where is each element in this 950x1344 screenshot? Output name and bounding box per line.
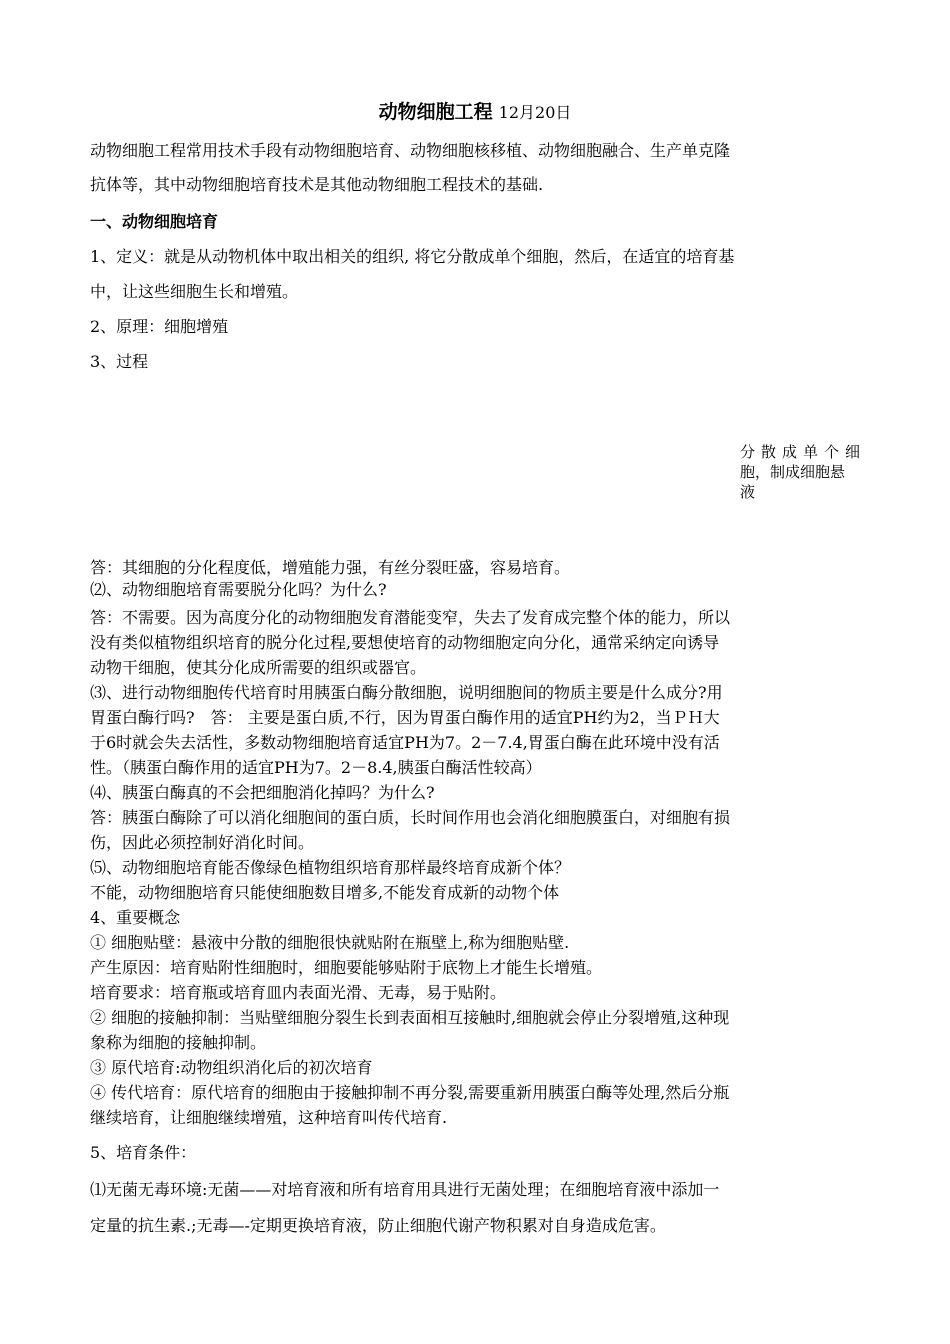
section-heading-cell-culture: 一、动物细胞培育 bbox=[90, 212, 219, 231]
side-note-line-3: 液 bbox=[740, 483, 756, 501]
diagram-side-note bbox=[740, 442, 870, 502]
concept-subculture-line-1: ④ 传代培育：原代培育的细胞由于接触抑制不再分裂,需要重新用胰蛋白酶等处理,然后分瓶 bbox=[90, 1083, 730, 1102]
process-heading-clipped: 3、过程 bbox=[90, 352, 149, 371]
answer-2-line-1: 答：不需要。因为高度分化的动物细胞发育潜能变窄，失去了发育成完整个体的能力，所以 bbox=[90, 608, 731, 627]
question-5: ⑸、动物细胞培育能否像绿色植物组织培育那样最终培育成新个体？ bbox=[90, 858, 571, 877]
conditions-heading: 5、培育条件： bbox=[90, 1143, 197, 1162]
concept-primary-culture: ③ 原代培育:动物组织消化后的初次培育 bbox=[90, 1058, 373, 1077]
answer-5: 不能，动物细胞培育只能使细胞数目增多,不能发育成新的动物个体 bbox=[90, 883, 560, 902]
answer-2-line-2: 没有类似植物组织培育的脱分化过程,要想使培育的动物细胞定向分化，通常采纳定向诱导 bbox=[90, 633, 720, 652]
principle-line: 2、原理：细胞增殖 bbox=[90, 317, 229, 336]
condition-sterile-line-1: ⑴无菌无毒环境:无菌——对培育液和所有培育用具进行无菌处理；在细胞培育液中添加一 bbox=[90, 1180, 720, 1199]
question-2: ⑵、动物细胞培育需要脱分化吗？为什么? bbox=[90, 580, 387, 599]
title-date: 12月20日 bbox=[498, 103, 572, 122]
condition-sterile-line-2: 定量的抗生素.;无毒—-定期更换培育液，防止细胞代谢产物积累对自身造成危害。 bbox=[90, 1216, 666, 1235]
title-text: 动物细胞工程 bbox=[378, 101, 493, 123]
concept-adherence-requirement: 培育要求：培育瓶或培育皿内表面光滑、无毒，易于贴附。 bbox=[90, 983, 507, 1002]
intro-line-2: 抗体等，其中动物细胞培育技术是其他动物细胞工程技术的基础. bbox=[90, 175, 544, 194]
answer-1-text: 答：其细胞的分化程度低，增殖能力强，有丝分裂旺盛，容易培育。 bbox=[90, 558, 571, 577]
concept-contact-inhibition-line-2: 象称为细胞的接触抑制。 bbox=[90, 1033, 267, 1052]
concepts-heading: 4、重要概念 bbox=[90, 908, 181, 927]
question-3-line-4: 性。（胰蛋白酶作用的适宜PH为7。2－8.4,胰蛋白酶活性较高） bbox=[90, 758, 542, 777]
question-3-line-1: ⑶、进行动物细胞传代培育时用胰蛋白酶分散细胞，说明细胞间的物质主要是什么成分?用 bbox=[90, 683, 723, 702]
concept-contact-inhibition-line-1: ② 细胞的接触抑制：当贴壁细胞分裂生长到表面相互接触时,细胞就会停止分裂增殖,这种现 bbox=[90, 1008, 730, 1027]
answer-2-line-3: 动物干细胞，使其分化成所需要的组织或器官。 bbox=[90, 658, 427, 677]
concept-adherence-reason: 产生原因：培育贴附性细胞时，细胞要能够贴附于底物上才能生长增殖。 bbox=[90, 958, 603, 977]
definition-line-2: 中，让这些细胞生长和增殖。 bbox=[90, 282, 299, 301]
question-4: ⑷、胰蛋白酶真的不会把细胞消化掉吗？为什么? bbox=[90, 783, 435, 802]
concept-subculture-line-2: 继续培育，让细胞继续增殖，这种培育叫传代培育. bbox=[90, 1108, 448, 1127]
question-3-line-2: 胃蛋白酶行吗? 答： 主要是蛋白质,不行，因为胃蛋白酶作用的适宜PH约为2，当ＰＨ大 bbox=[90, 708, 720, 727]
side-note-line-1: 分散成单个细 bbox=[740, 443, 867, 461]
definition-line-1: 1、定义：就是从动物机体中取出相关的组织, 将它分散成单个细胞，然后，在适宜的培育基 bbox=[90, 247, 735, 266]
answer-4-line-1: 答：胰蛋白酶除了可以消化细胞间的蛋白质，长时间作用也会消化细胞膜蛋白，对细胞有损 bbox=[90, 808, 731, 827]
answer-4-line-2: 伤，因此必须控制好消化时间。 bbox=[90, 833, 315, 852]
page-title bbox=[0, 100, 950, 125]
side-note-line-2: 胞，制成细胞悬 bbox=[740, 463, 846, 481]
intro-line-1: 动物细胞工程常用技术手段有动物细胞培育、动物细胞核移植、动物细胞融合、生产单克隆 bbox=[90, 141, 731, 160]
concept-adherence: ① 细胞贴壁：悬液中分散的细胞很快就贴附在瓶壁上,称为细胞贴壁. bbox=[90, 933, 570, 952]
question-3-line-3: 于6时就会失去活性，多数动物细胞培育适宜PH为7。2－7.4,胃蛋白酶在此环境中没有活 bbox=[90, 733, 720, 752]
answer-1-clipped bbox=[90, 558, 870, 578]
